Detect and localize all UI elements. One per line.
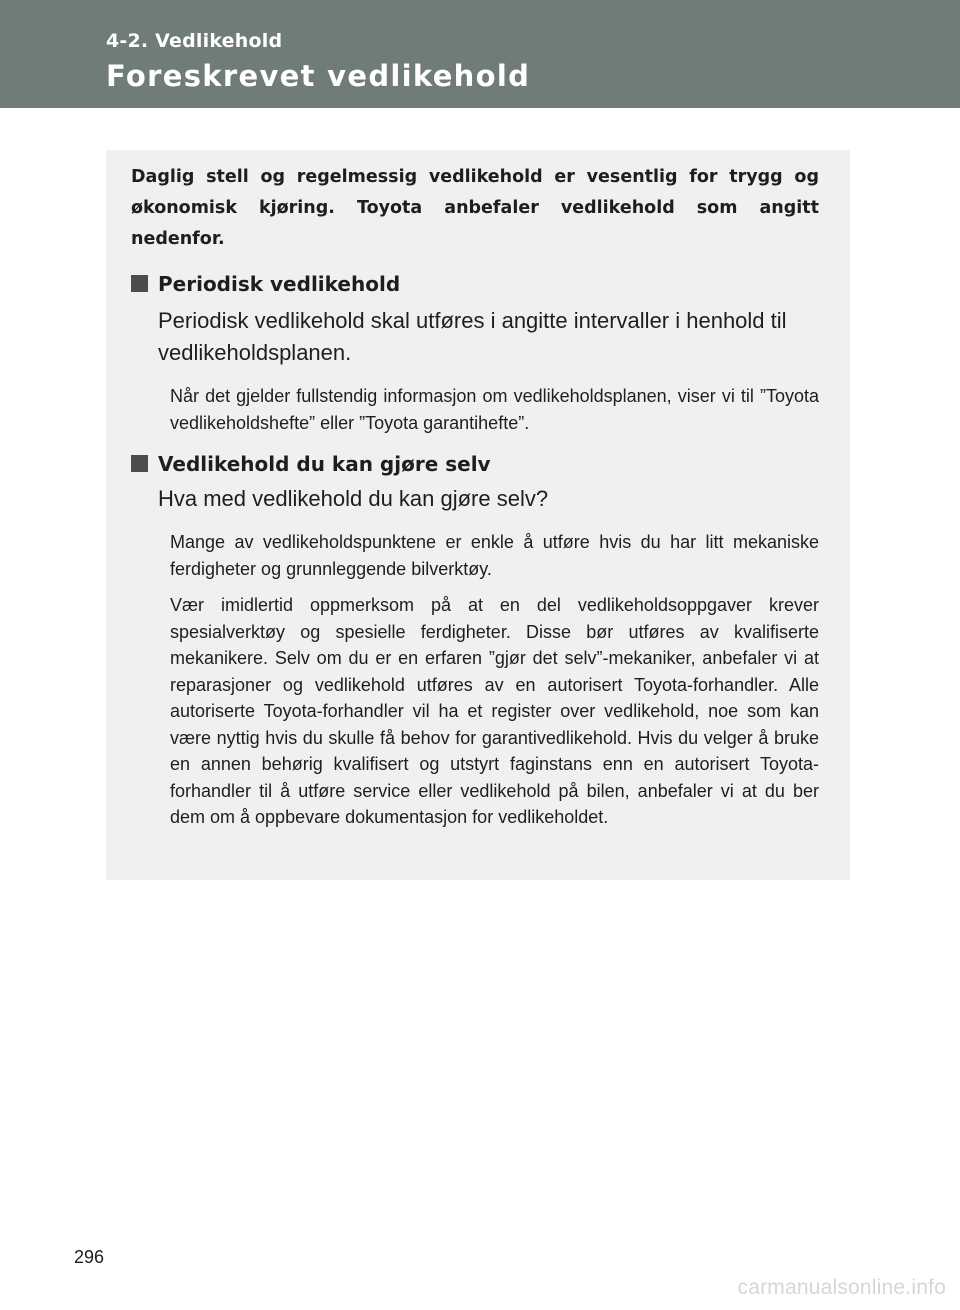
body-paragraph: Mange av vedlikeholdspunktene er enkle å utføre hvis du har litt mekaniske ferdigheter og grunnleggende bilverktøy. <box>170 532 819 579</box>
lead-paragraph: Periodisk vedlikehold skal utføres i angitte intervaller i henhold til vedlikeholdsplanen. <box>158 308 787 365</box>
body-paragraph: Når det gjelder fullstendig informasjon om vedlikeholdsplanen, viser vi til ”Toyota vedlikeholdshefte” eller ”Toyota garantihefte”. <box>170 386 819 433</box>
content-box <box>106 150 850 880</box>
subheading-periodic-maintenance <box>131 271 819 297</box>
subheading-text: Periodisk vedlikehold <box>158 272 401 296</box>
body-paragraph: Vær imidlertid oppmerksom på at en del vedlikeholdsoppgaver krever spesialverktøy og spesielle ferdigheter. Disse bør utføres av kvalifiserte mekanikere. Selv om du er en erfaren ”gjør det selv”-mekaniker, anbefaler vi at reparasjoner og vedlikehold utføres av en autorisert Toyota-forhandler. Alle autoriserte Toyota-forhandler vil ha et register over vedlikehold, noe som kan være nyttig hvis du skulle få behov for garantivedlikehold. Hvis du velger å bruke en annen behørig kvalifisert og utstyrt faginstans enn en autorisert Toyota-forhandler til å utføre service eller vedlikehold på bilen, anbefaler vi at du ber dem om å oppbevare dokumentasjon for vedlikeholdet. <box>170 595 819 827</box>
subheading-diy-maintenance <box>131 451 819 477</box>
intro-paragraph: Daglig stell og regelmessig vedlikehold er vesentlig for trygg og økonomisk kjøring. Toyota anbefaler vedlikehold som angitt nedenfor. <box>131 167 819 249</box>
page-title: Foreskrevet vedlikehold <box>106 59 531 93</box>
watermark: carmanualsonline.info <box>737 1276 946 1299</box>
section-label: 4-2. Vedlikehold <box>106 30 283 52</box>
square-bullet-icon <box>131 455 148 472</box>
subheading-text: Vedlikehold du kan gjøre selv <box>158 452 491 476</box>
lead-paragraph: Hva med vedlikehold du kan gjøre selv? <box>158 486 549 511</box>
square-bullet-icon <box>131 275 148 292</box>
page-number: 296 <box>74 1247 105 1267</box>
